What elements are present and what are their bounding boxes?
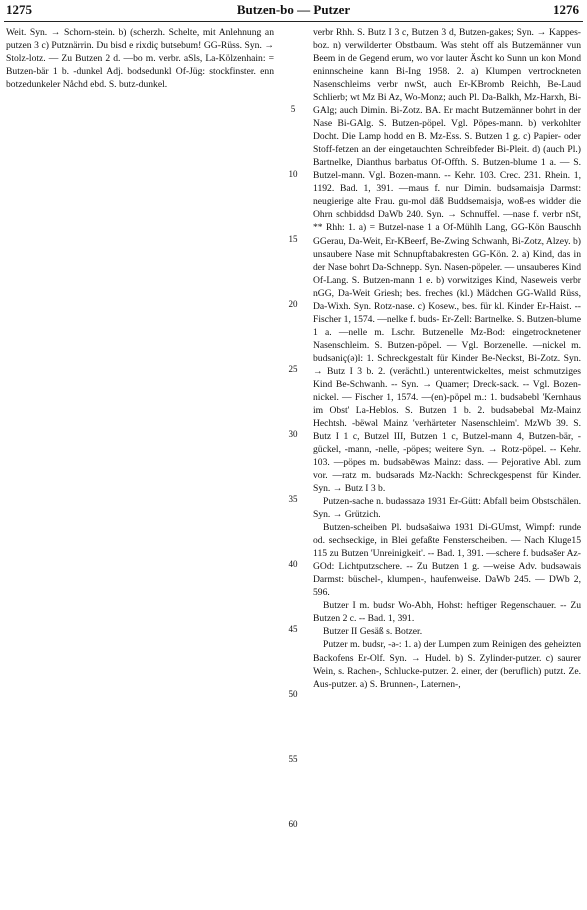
line-number: 50 <box>288 689 298 699</box>
entry-paragraph: Weit. Syn. → Schorn-stein. b) (scherzh. Schelte, mit Anlehnung an putzen 3 c) Putznärrin. Du bisd e rixdiç butsebum! GG-Rüss. Syn. → Stolz-lotz. — Zu Butzen 2 d. —bo m. verbr. aSls, La-Kölzenhain: = Butzen-bär 1 b. -dunkel Adj. bodsedunkl Of-Jüg: stockfinster. enn botzedunkeler Nåchd ebd. S. butz-dunkel. <box>6 27 274 91</box>
right-column <box>313 26 581 906</box>
header-rule <box>4 21 583 22</box>
entry-paragraph: Butzer II Gesäß s. Botzer. <box>323 626 423 638</box>
running-title: Butzen-bo — Putzer <box>236 2 351 17</box>
line-number: 40 <box>288 559 298 569</box>
entry-paragraph: Butzen-scheiben Pl. budsəšaiwə 1931 Di-GUmst, Wimpf: runde od. sechseckige, in Blei gefaßte Fensterscheiben. — Nach Kluge15 115 zu Butzen 'Unreinigkeit'. -- Bad. 1, 391. —schere f. budsəšer Az-GOd: Lichtputzschere. -- Zu Butzen 1 g. —weise Adv. budsəwais Darmst: büschel-, klumpen-, haufenweise. DaWb 245. — DWb 2, 596. <box>313 522 581 599</box>
entry-paragraph: Butzer I m. budsr Wo-Abh, Hohst: heftiger Regenschauer. -- Zu Butzen 2 c. -- Bad. 1, 391. <box>313 600 581 625</box>
page-number-right: 1276 <box>553 2 579 17</box>
running-header <box>4 2 583 20</box>
line-number: 20 <box>288 299 298 309</box>
line-number: 35 <box>288 494 298 504</box>
line-number: 5 <box>290 104 296 114</box>
left-column <box>6 26 274 906</box>
page-number-left: 1275 <box>6 2 32 17</box>
line-number: 30 <box>288 429 298 439</box>
line-number: 55 <box>288 754 298 764</box>
line-number: 10 <box>288 169 298 179</box>
line-number: 15 <box>288 234 298 244</box>
line-number: 45 <box>288 624 298 634</box>
line-number: 25 <box>288 364 298 374</box>
line-number: 60 <box>288 819 298 829</box>
entry-paragraph: Putzer m. budsr, -ə-: 1. a) der Lumpen zum Reinigen des geheizten Backofens Er-Olf. Syn. → Hudel. b) S. Zylinder-putzer. c) saurer Wein, s. Rachen-, Schlucke-putzer. 2. einer, der (beruflich) putzt. Ze. Aus-putzer. a) S. Brunnen-, Laternen-, <box>313 639 581 690</box>
entry-paragraph: Putzen-sache n. budəssazə 1931 Er-Gütt: Abfall beim Obstschälen. Syn. → Grützich. <box>313 496 581 521</box>
entry-paragraph: verbr Rhh. S. Butz I 3 c, Butzen 3 d, Butzen-gakes; Syn. → Kappes-boz. n) verwilderter Obstbaum. Was steht off als Butzemänner vun Beem in de Gegend erum, wo vor lauter Äscht ko Sunn un kon Mond eninnscheine kann Bi-Ing 1958. 2. a) Klumpen vertrockneten Nasenschleims verbr nwSt, auch Er-KBromb Reichh, Be-Laud Schlierb; wt Mz Bi Az, Wo-Monz; auch Pl. Da-Balkh, Mz-Harxh, Bi-GAlg; auch Dimin. Bi-Zotz. BA. Er macht Butzemänner bohrt in der Nase Bi-GAlg. S. Butzen-pöpel. Vgl. Pöpes-mann. b) verkohlter Docht. Die Lamp hodd en B. Mz-Ess. S. Butzen 1 g. c) Papier- oder Stoff-fetzen an der eingetauchten Schreibfeder Bi-Pleit. d) (auch Pl.) Bartnelke, Dianthus barbatus Of-Offth. S. Butzen-blume 1 a. — S. Butzel-mann. Vgl. Bozen-mann. -- Kehr. 103. Crec. 231. Rhein. 1, 1192. Bad. 1, 391. —maus f. nur Dimin. budsəmaisjə Darmst: neugierige alte Frau. gu-mol däß Buddsemaisjə, woß-es widder die Ohrn schbiddsd DaWb 240. Syn. → Schnuffel. —nase f. verbr nSt, ** Rhh: 1. a) = Butzel-nase 1 a Of-Mühlh Lang, GG-Kön Bauschh GGerau, Da-Weit, Er-KBeerf, Be-Zwing Schwanh, Bi-Zotz, Alzey. b) unsaubere Nase mit Schnupftabakresten GG-Kön. 2. a) Kind, das in der Nase bohrt Da-Schnepp. Syn. Nasen-pöpeler. — unsauberes Kind Of-Lang. S. Butzen-mann 1 e. b) vorwitziges Kind, Naseweis verbr nGG, Da-Weit Griesh; bes. freches (kl.) Mädchen GG-Walld Rüss, Da-Wixh. Syn. Rotz-nase. c) Kosew., bes. für kl. Kinder Er-Haist. -- Fischer 1, 1574. —nelke f. buds- Er-Zell: Bartnelke. S. Butzen-blume 1 a. —nelle m. Lschr. Butzenelle Mz-Bod: eingetrocknetener Nasenschleim. S. Butzen-pöpel. — Vgl. Borzenelle. —nickel m. budsəniç(ə)l: 1. Schreckgestalt für Kinder Be-Neckst, Bi-Zotz. Syn. → Butz I 3 b. 2. (verächtl.) unterentwickeltes, meist schmutziges Kind Be-Schwanh. -- Syn. → Quamer; Dreck-sack. -- Vgl. Bozen-nickel. — Fischer 1, 1574. —(en)-pöpel m.: 1. budsəbebl 'Kernhaus im Obst' La-Heblos. S. Butzen 1 b. 2. budsəbebəl Mz-Mainz Hechtsh. -bëwəl Mainz 'verhärteter Nasenschleim'. MzWb 39. S. Butz I 1 c, Butzel III, Butzen 1 c, Butzel-mann 4, Butzen-bär, -gückel, -mann, -nelle, -pöpes; weitere Syn. → Rotz-pöpel. -- Kehr. 103. —pöpes m. budsəbēwəs Mainz: dass. — Pejorative Abl. zum vor. —ratz m. budsərads Mz-Nackh: Schreckgespenst für Kinder. Syn. → Butz I 3 b. <box>313 27 581 495</box>
line-number-gutter <box>282 26 304 906</box>
